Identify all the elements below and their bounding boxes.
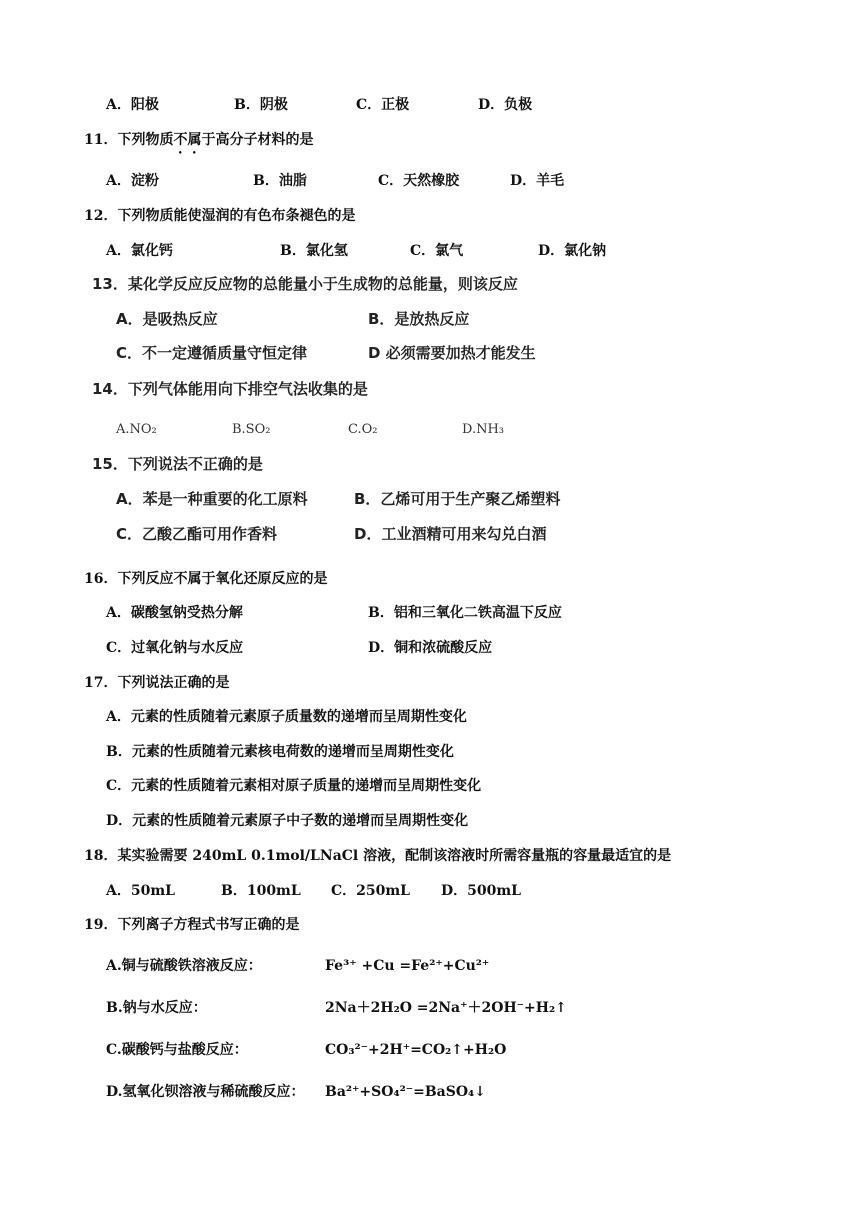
- q16-stem: 16．下列反应不属于氧化还原反应的是: [84, 571, 328, 587]
- q18-option-d: D．500mL: [441, 883, 522, 899]
- q19-option-c-label: C.碳酸钙与盐酸反应：: [106, 1042, 248, 1058]
- q10-option-b: B．阴极: [234, 97, 288, 113]
- q19-option-c-equation: CO₃²⁻+2H⁺=CO₂↑+H₂O: [325, 1042, 507, 1058]
- q17-option-a: A．元素的性质随着元素原子质量数的递增而呈周期性变化: [106, 709, 467, 725]
- q19-option-d-label: D.氢氧化钡溶液与稀硫酸反应：: [106, 1084, 305, 1100]
- q14-option-a: A.NO₂: [116, 422, 157, 437]
- q11-option-a: A．淀粉: [106, 173, 159, 189]
- q15-option-d: D．工业酒精可用来勾兑白酒: [354, 525, 547, 543]
- q10-option-c: C．正极: [356, 97, 410, 113]
- q12-option-c: C．氯气: [410, 243, 464, 259]
- q18-option-a: A．50mL: [106, 883, 176, 899]
- q10-option-d: D．负极: [478, 97, 533, 113]
- q13-option-b: B．是放热反应: [368, 310, 470, 328]
- q15-option-c: C．乙酸乙酯可用作香料: [116, 525, 278, 543]
- q17-option-d: D．元素的性质随着元素原子中子数的递增而呈周期性变化: [106, 813, 469, 829]
- q16-option-d: D．铜和浓硫酸反应: [368, 640, 493, 656]
- q16-option-a: A．碳酸氢钠受热分解: [106, 605, 243, 621]
- q17-option-c: C．元素的性质随着元素相对原子质量的递增而呈周期性变化: [106, 778, 482, 794]
- q15-option-a: A．苯是一种重要的化工原料: [116, 490, 308, 508]
- q14-option-c: C.O₂: [348, 422, 378, 437]
- q15-stem: 15．下列说法不正确的是: [92, 455, 263, 473]
- q19-option-a-label: A.铜与硫酸铁溶液反应：: [106, 958, 262, 974]
- q13-option-a: A．是吸热反应: [116, 310, 218, 328]
- q18-option-c: C．250mL: [331, 883, 411, 899]
- q13-stem: 13．某化学反应反应物的总能量小于生成物的总能量，则该反应: [92, 275, 518, 293]
- q14-option-b: B.SO₂: [232, 422, 271, 437]
- q11-option-b: B．油脂: [253, 173, 307, 189]
- q18-stem: 18．某实验需要 240mL 0.1mol/LNaCl 溶液，配制该溶液时所需容量瓶的容量最适宜的是: [84, 848, 672, 864]
- q16-option-b: B．铝和三氧化二铁高温下反应: [368, 605, 562, 621]
- q13-option-d: D 必须需要加热才能发生: [368, 344, 536, 362]
- q17-stem: 17．下列说法正确的是: [84, 675, 230, 691]
- q12-stem: 12．下列物质能使湿润的有色布条褪色的是: [84, 208, 356, 224]
- q12-option-a: A．氯化钙: [106, 243, 173, 259]
- q11-option-c: C．天然橡胶: [378, 173, 460, 189]
- q19-option-d-equation: Ba²⁺+SO₄²⁻=BaSO₄↓: [325, 1084, 486, 1100]
- q14-stem: 14．下列气体能用向下排空气法收集的是: [92, 380, 368, 398]
- q19-stem: 19．下列离子方程式书写正确的是: [84, 917, 300, 933]
- q12-option-d: D．氯化钠: [538, 243, 607, 259]
- q19-option-b-label: B.钠与水反应：: [106, 1000, 207, 1016]
- q14-option-d: D.NH₃: [462, 422, 505, 437]
- q17-option-b: B．元素的性质随着元素核电荷数的递增而呈周期性变化: [106, 744, 454, 760]
- q10-option-a: A．阳极: [106, 97, 159, 113]
- q11-stem: 11．下列物质不属于高分子材料的是: [84, 132, 314, 148]
- q12-option-b: B．氯化氢: [280, 243, 348, 259]
- q13-option-c: C．不一定遵循质量守恒定律: [116, 344, 308, 362]
- q15-option-b: B．乙烯可用于生产聚乙烯塑料: [354, 490, 561, 508]
- q11-option-d: D．羊毛: [510, 173, 565, 189]
- q16-option-c: C．过氧化钠与水反应: [106, 640, 244, 656]
- q19-option-a-equation: Fe³⁺ +Cu =Fe²⁺+Cu²⁺: [325, 958, 490, 974]
- q19-option-b-equation: 2Na＋2H₂O =2Na⁺＋2OH⁻+H₂↑: [325, 1000, 567, 1016]
- q18-option-b: B．100mL: [221, 883, 301, 899]
